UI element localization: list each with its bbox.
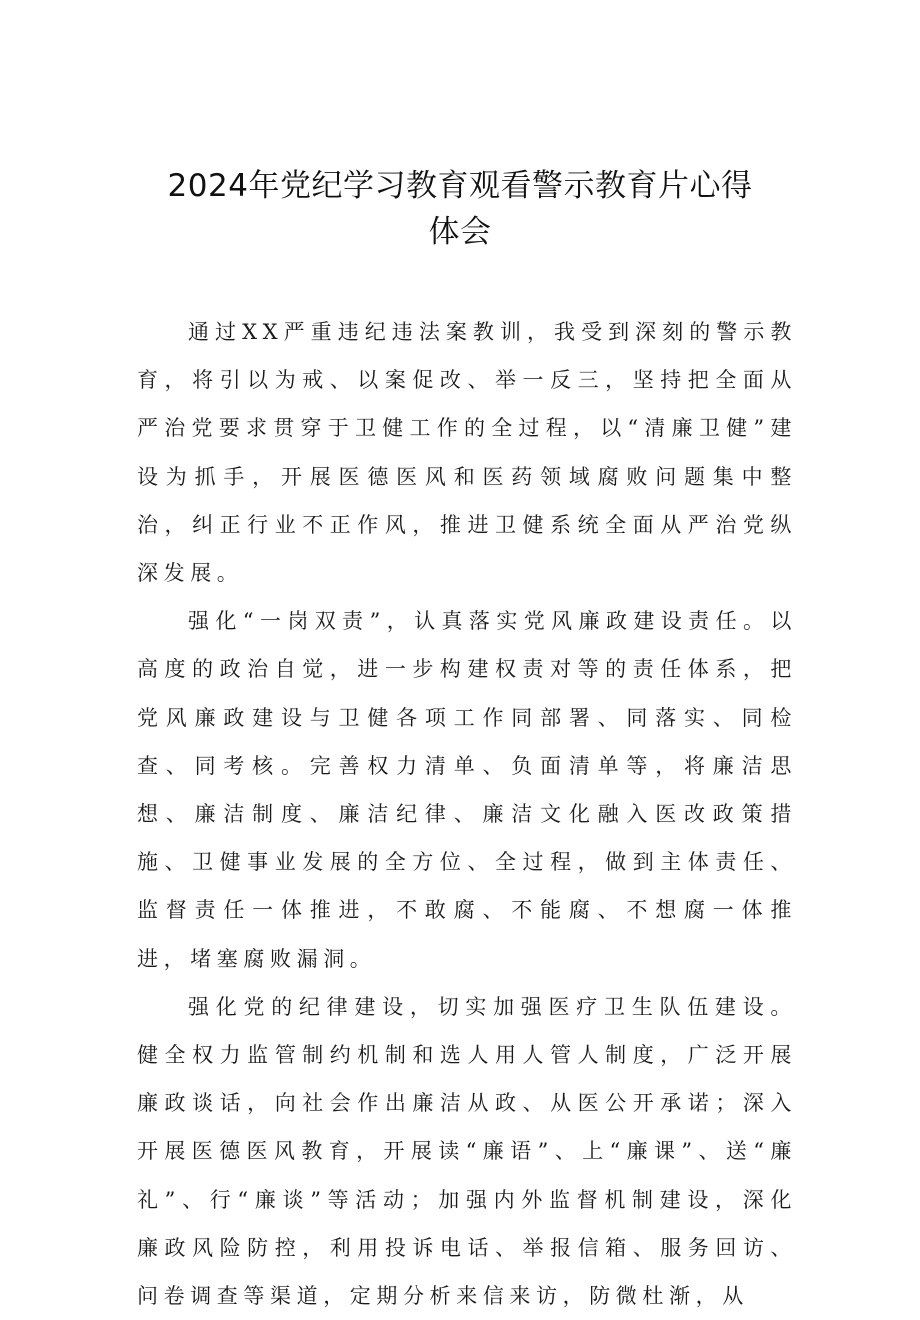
document-body [137,308,797,1320]
paragraph-1: 通过XX严重违纪违法案教训，我受到深刻的警示教育，将引以为戒、以案促改、举一反三，坚持把全面从严治党要求贯穿于卫健工作的全过程，以“清廉卫健”建设为抓手，开展医德医风和医药领域腐败问题集中整治，纠正行业不正作风，推进卫健系统全面从严治党纵深发展。 [137,320,797,586]
paragraph-2: 强化“一岗双责”，认真落实党风廉政建设责任。以高度的政治自觉，进一步构建权责对等的责任体系，把党风廉政建设与卫健各项工作同部署、同落实、同检查、同考核。完善权力清单、负面清单等，将廉洁思想、廉洁制度、廉洁纪律、廉洁文化融入医改政策措施、卫健事业发展的全方位、全过程，做到主体责任、监督责任一体推进，不敢腐、不能腐、不想腐一体推进，堵塞腐败漏洞。 [137,609,797,971]
title-line-2: 体会 [428,214,492,250]
page-title [150,163,770,255]
title-line-1: 2024年党纪学习教育观看警示教育片心得 [167,168,753,204]
paragraph-3: 强化党的纪律建设，切实加强医疗卫生队伍建设。健全权力监管制约机制和选人用人管人制度，广泛开展廉政谈话，向社会作出廉洁从政、从医公开承诺；深入开展医德医风教育，开展读“廉语”、上“廉课”、送“廉礼”、行“廉谈”等活动；加强内外监督机制建设，深化廉政风险防控，利用投诉电话、举报信箱、服务回访、问卷调查等渠道，定期分析来信来访，防微杜渐，从 [137,994,797,1309]
